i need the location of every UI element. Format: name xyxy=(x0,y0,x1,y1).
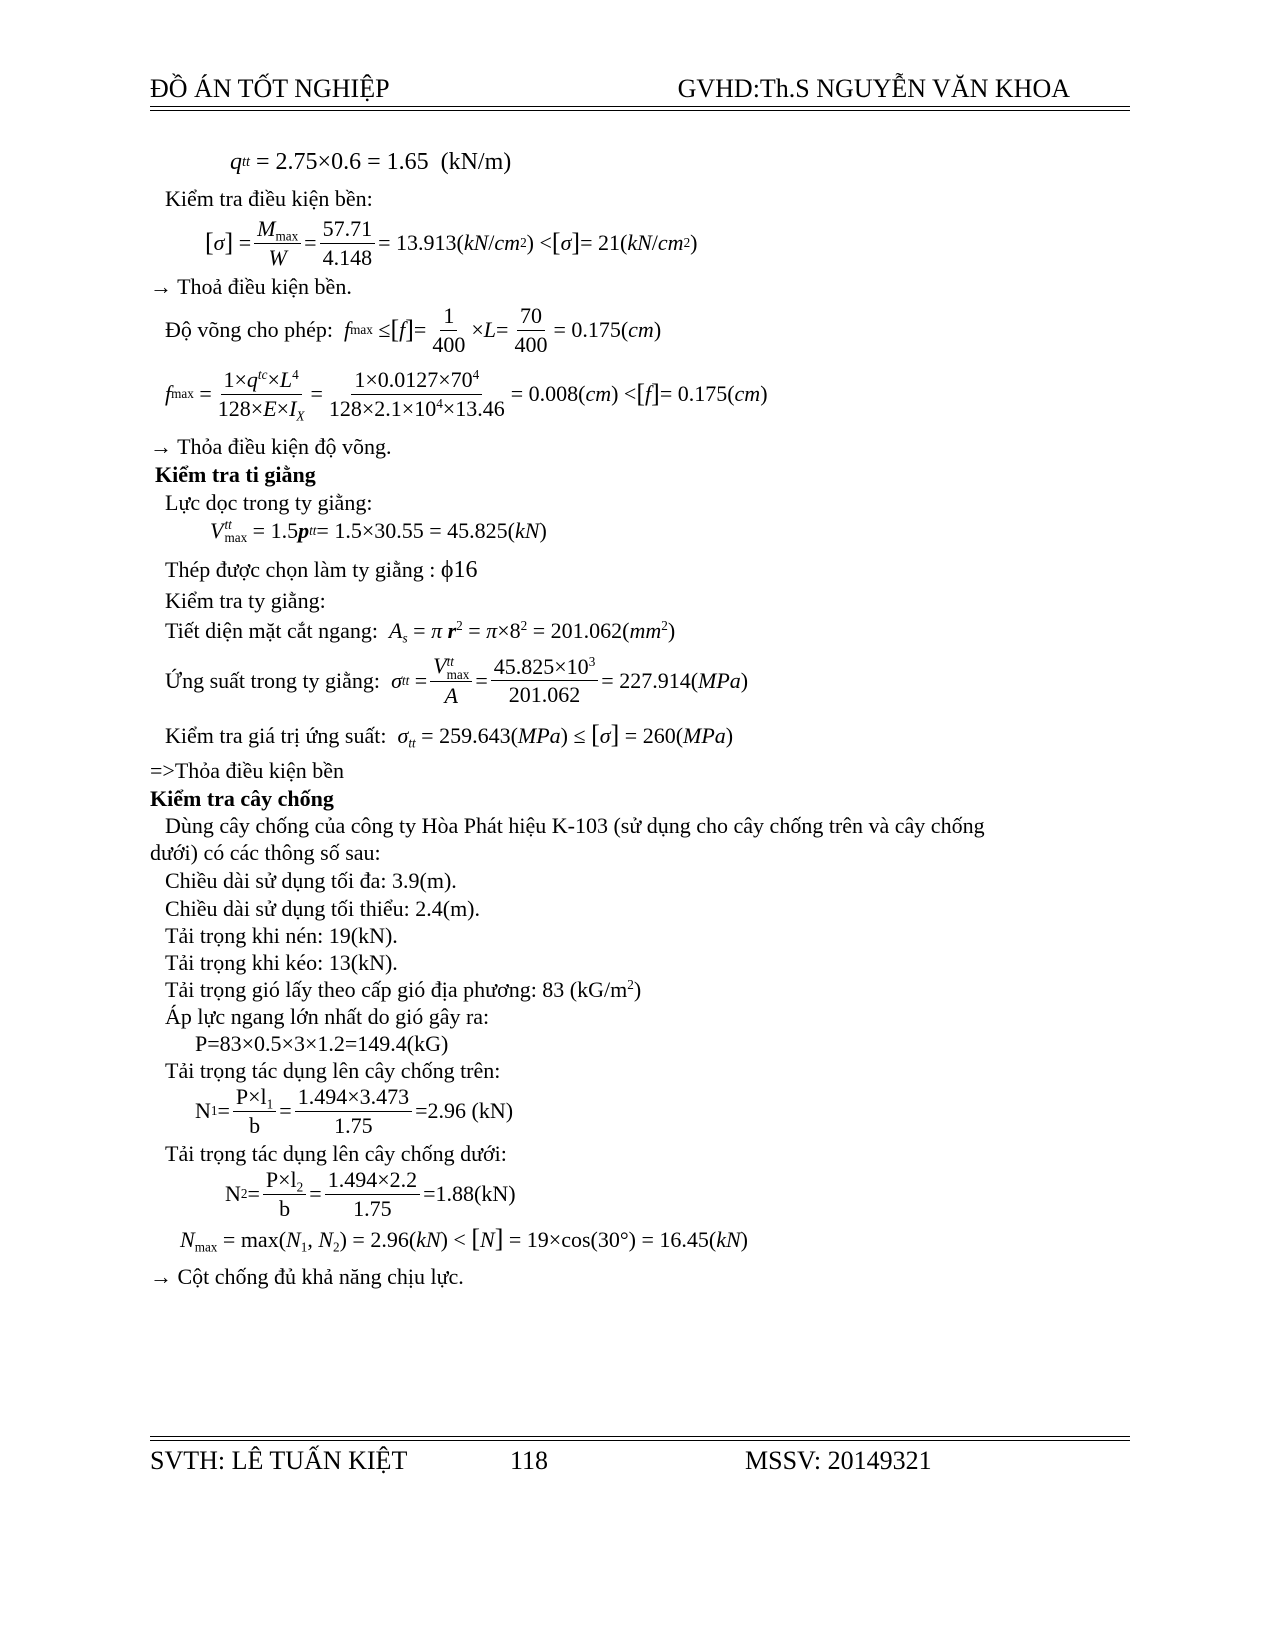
eq-wind-pressure: P=83×0.5×3×1.2=149.4(kG) xyxy=(195,1031,449,1056)
eq-qtt: q tt = 2.75×0.6 = 1.65 (kN/m) xyxy=(230,149,512,175)
text-tension-load: Tải trọng khi kéo: 13(kN). xyxy=(165,950,398,975)
heading-prop: Kiểm tra cây chống xyxy=(150,786,334,811)
text-compression-load: Tải trọng khi nén: 19(kN). xyxy=(165,923,398,948)
eq-n1: N 1 = $\frac{P\times l_1}{b}$ = $\frac{1.494\times 3.473}{1.75}$ =2.96 (kN) xyxy=(195,1084,514,1138)
text-min-length: Chiều dài sử dụng tối thiểu: 2.4(m). xyxy=(165,896,481,921)
text-ok-strength-1: → Thoả điều kiện bền. xyxy=(150,274,352,299)
text-ok-strength-2: =>Thỏa điều kiện bền xyxy=(150,758,345,783)
header-rule-2 xyxy=(150,110,1130,111)
text-load-bottom: Tải trọng tác dụng lên cây chống dưới: xyxy=(165,1141,507,1166)
heading-tie-rod: Kiểm tra ti giằng xyxy=(155,462,316,487)
text-deflection-allow: Độ võng cho phép: xyxy=(165,317,334,342)
eq-n2: N 2 = $\frac{P\times l_2}{b}$ = $\frac{1.494\times 2.2}{1.75}$ =1.88(kN) xyxy=(225,1167,516,1221)
header-rule xyxy=(150,106,1130,107)
eq-sigma: [ σ ] = $\frac{M_{max}}{W}$ = $\frac{57.71}{4.148}$ = 13.913( kN / cm 2 ) < [ σ ] = 21( kN / cm 2 ) xyxy=(205,216,698,270)
text-wind-load-end: ) xyxy=(633,977,642,1002)
eq-vmax: V tt max = 1.5 p tt = 1.5×30.55 = 45.825( kN ) xyxy=(210,517,547,546)
text-conclusion: → Cột chống đủ khả năng chịu lực. xyxy=(150,1264,464,1289)
footer-rule xyxy=(150,1436,1130,1437)
footer-student: SVTH: LÊ TUẤN KIỆT xyxy=(150,1446,408,1475)
text-load-top: Tải trọng tác dụng lên cây chống trên: xyxy=(165,1058,501,1083)
eq-stress: Ứng suất trong ty giằng: σ tt = V tt max A = $\frac{45.825\times 10^3}{201.062}$ = 227.914( MPa ) xyxy=(165,653,749,709)
eq-check-stress: Kiểm tra giá trị ứng suất: $\sigma_{tt} = 259.643(MPa) \le [\sigma] = 260(MPa)$ xyxy=(165,720,734,751)
text-stress: Ứng suất trong ty giằng: xyxy=(165,667,381,693)
header-advisor: GVHD:Th.S NGUYỄN VĂN KHOA xyxy=(677,74,1070,103)
text-wind-load: Tải trọng gió lấy theo cấp gió địa phương: 83 $(kG/m^2)$ xyxy=(165,977,642,1002)
text-ok-deflection: → Thỏa điều kiện độ võng. xyxy=(150,434,392,459)
header-title: ĐỒ ÁN TỐT NGHIỆP xyxy=(150,74,390,103)
text-steel-chosen-label: Thép được chọn làm ty giằng : xyxy=(165,557,436,582)
text-axial-force: Lực dọc trong ty giằng: xyxy=(165,490,373,515)
text-max-length: Chiều dài sử dụng tối đa: 3.9(m). xyxy=(165,868,457,893)
text-check-strength: Kiểm tra điều kiện bền: xyxy=(165,186,373,211)
text-check-stress: Kiểm tra giá trị ứng suất: xyxy=(165,723,387,748)
eq-section-area: Tiết diện mặt cắt ngang: $A_s = \pi$ $r^2 = \pi\times 8^2 = 201.062(mm^2)$ xyxy=(165,618,676,646)
text-section-area: Tiết diện mặt cắt ngang: xyxy=(165,618,379,643)
text-prop-intro-2: dưới) có các thông số sau: xyxy=(150,840,381,865)
eq-deflection-allow: Độ võng cho phép: f max ≤ [ f ] = $\frac{1}{400}$ × L = $\frac{70}{400}$ = 0.175( cm ) xyxy=(165,303,662,357)
eq-nmax: $N_{max} = \max(N_1$, $N_2) = 2.96(kN) < [N] = 19\times\cos(30^\circ) = 16.45(kN)$ xyxy=(180,1224,748,1255)
footer-rule-2 xyxy=(150,1440,1130,1441)
text-prop-intro-1: Dùng cây chống của công ty Hòa Phát hiệu K-103 (sử dụng cho cây chống trên và cây chống xyxy=(165,813,985,838)
text-max-pressure: Áp lực ngang lớn nhất do gió gây ra: xyxy=(165,1004,490,1029)
eq-fmax: f max = $\frac{1\times q^{tc}\times L^4}{128\times E\times I_X}$ = $\frac{1\times 0.0127\times 70^4}{128\times 2.1\times 10^4\times 13.46}$ = 0.008( cm ) < [ f ] = 0.175( cm ) xyxy=(165,367,768,424)
text-steel-chosen xyxy=(165,558,478,582)
footer-student-id: MSSV: 20149321 xyxy=(745,1446,932,1475)
text-steel-diameter: ϕ16 xyxy=(440,557,478,583)
text-check-tie: Kiểm tra ty giằng: xyxy=(165,588,326,613)
text-wind-load-main: Tải trọng gió lấy theo cấp gió địa phương: 83 (kG/m xyxy=(165,977,628,1002)
footer-page-number: 118 xyxy=(510,1446,549,1475)
